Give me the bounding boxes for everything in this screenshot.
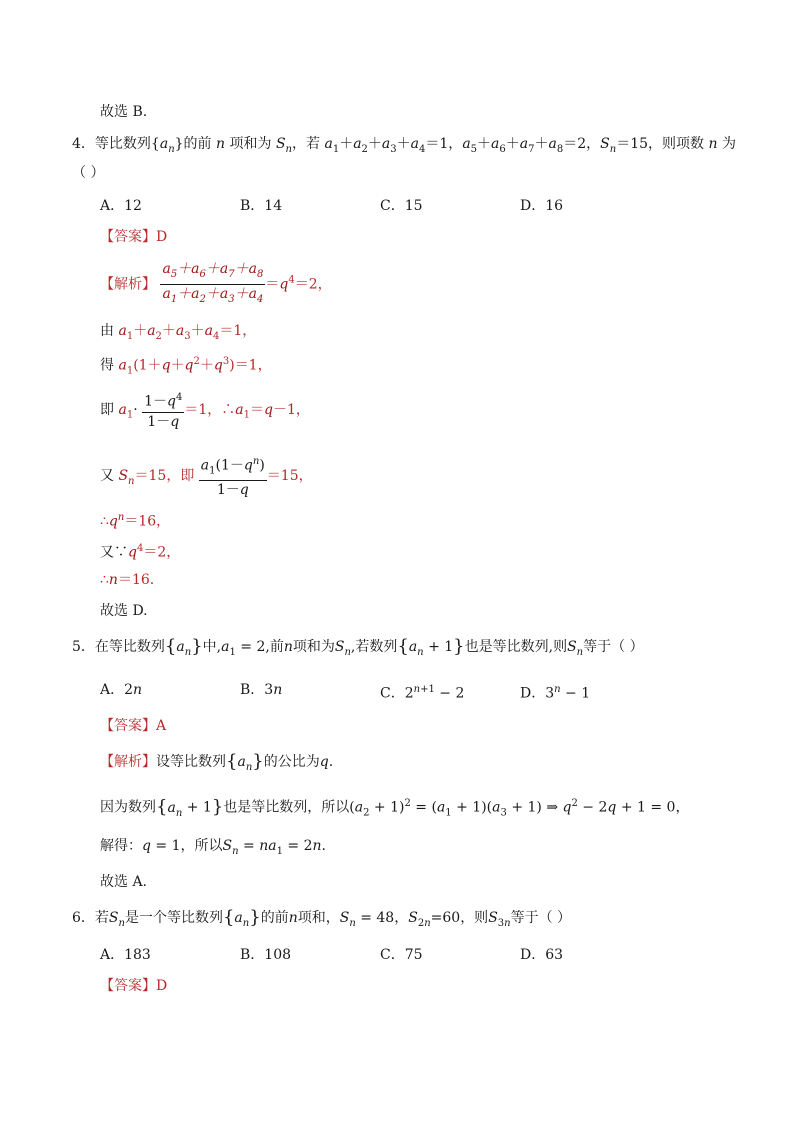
question-4-paren: （ ） <box>72 165 105 181</box>
q6-answer: 【答案】D <box>100 978 168 994</box>
q4-analysis-step3: 得 $a_1(1+q+q^2+q^3)=1$， <box>100 356 272 377</box>
q4-analysis-step4: 即 $a_1\cdot$ $\frac{1-q^4}{1-q}$ ＝1，$\therefore a_1=q-1$， <box>100 388 310 436</box>
q5-analysis-step2: 因为数列$\{a_n + 1\}$也是等比数列，所以$(a_2 + 1)^2 = (a_1 + 1)(a_3 + 1)$ ⇒ $q^2 - 2q + 1 = 0$， <box>100 796 690 819</box>
q6-option-b: B．108 <box>240 947 292 963</box>
q5-option-c: C．$2^{n+1} - 2$ <box>380 684 465 702</box>
question-4-text: 4．等比数列$\{a_n\}$的前 n 项和为 $S_n$，若 $a_1+a_2+a_3+a_4=1$，$a_5+a_6+a_7+a_8=2$，$S_n=15$，则项数 n 为 <box>72 136 736 155</box>
q5-answer: 【答案】A <box>100 718 167 734</box>
question-6-text: 6．若$S_n$是一个等比数列$\{a_n\}$的前n项和，$S_n = 48$，$S_{2n}=60$，则$S_{3n}$等于（ ） <box>72 907 572 929</box>
q4-option-a: A．12 <box>100 198 142 214</box>
q4-analysis-step8: ∴n＝16. <box>100 572 155 588</box>
q5-analysis-step1: 【解析】设等比数列$\{a_n\}$的公比为q. <box>100 751 334 773</box>
q4-answer: 【答案】D <box>100 229 168 245</box>
question-5-text: 5．在等比数列$\{a_n\}$中$,a_1 = 2$,前n项和为$S_n$,若数列$\{a_n + 1\}$也是等比数列,则$S_n$等于（ ） <box>72 636 644 658</box>
q6-option-a: A．183 <box>100 947 151 963</box>
q5-option-b: B．3n <box>240 682 283 698</box>
conclusion-a: 故选 A. <box>100 874 148 890</box>
conclusion-b: 故选 B. <box>100 104 148 120</box>
conclusion-d: 故选 D. <box>100 603 148 619</box>
q4-analysis-step1: 【解析】 $\frac{a_5+a_6+a_7+a_8}{a_1+a_2+a_3+a_4}$ $=q^4=2$， <box>100 260 332 309</box>
q6-option-c: C．75 <box>380 947 423 963</box>
q4-option-d: D．16 <box>520 198 564 214</box>
q6-option-d: D．63 <box>520 947 564 963</box>
q4-analysis-step2: 由 $a_1+a_2+a_3+a_4=1$， <box>100 323 257 342</box>
q4-fraction-3: $\frac{a_1(1-q^n)}{1-q}$ <box>199 452 267 500</box>
q5-option-d: D．$3^n - 1$ <box>520 684 591 702</box>
q4-analysis-step6: $\therefore q^n=16$， <box>100 512 171 530</box>
q5-option-a: A．2n <box>100 682 143 698</box>
q4-fraction-2: $\frac{1-q^4}{1-q}$ <box>142 388 184 432</box>
q4-option-c: C．15 <box>380 198 423 214</box>
q4-analysis-step5: 又 $S_n=15$，即 $\frac{a_1(1-q^n)}{1-q}$ ＝15， <box>100 452 313 502</box>
q5-analysis-step3: 解得：q = 1，所以$S_n = na_1 = 2n$. <box>100 838 326 857</box>
q4-analysis-step7: 又$\because q^4=2$， <box>100 543 181 561</box>
q4-option-b: B．14 <box>240 198 283 214</box>
q4-fraction-1: $\frac{a_5+a_6+a_7+a_8}{a_1+a_2+a_3+a_4}$ <box>162 261 264 305</box>
